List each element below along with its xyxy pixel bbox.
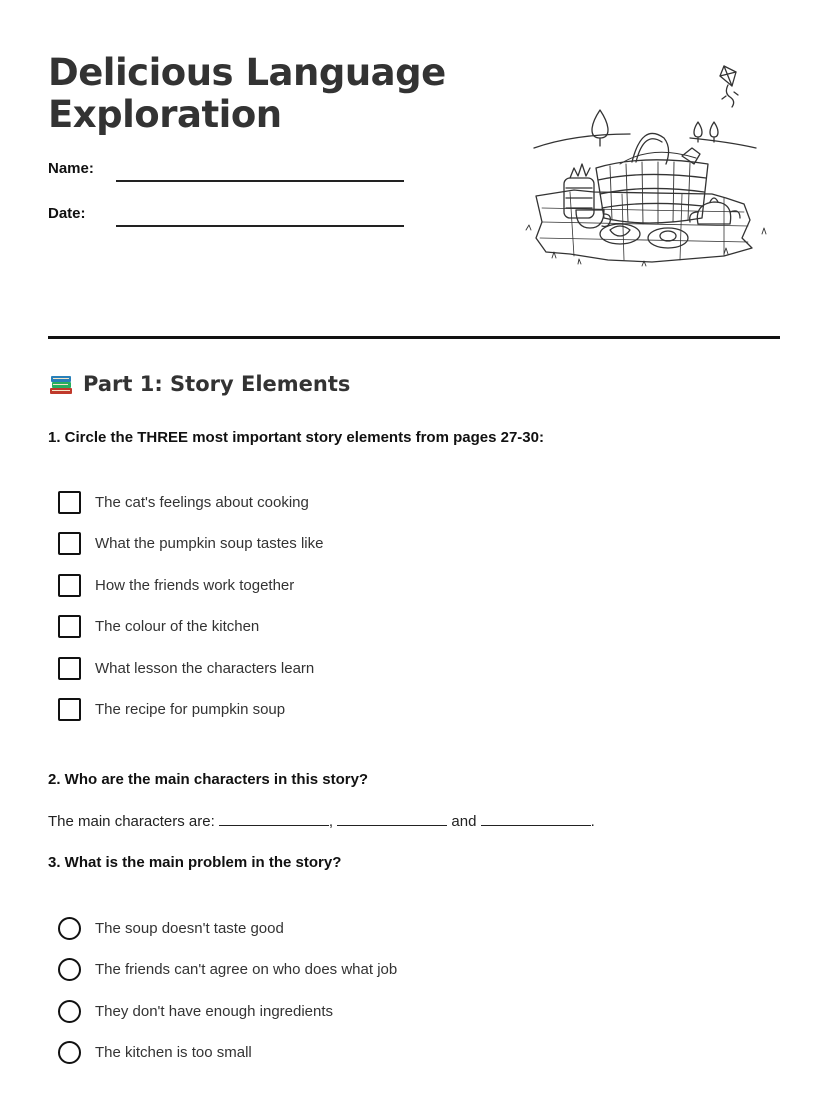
checkbox[interactable] bbox=[58, 615, 81, 638]
option-label: They don't have enough ingredients bbox=[95, 1003, 334, 1020]
q1-option-3[interactable] bbox=[58, 574, 294, 597]
sentence-end: . bbox=[590, 813, 595, 830]
picnic-basket-illustration bbox=[512, 52, 782, 320]
separator: and bbox=[447, 813, 481, 830]
character-blank-3[interactable] bbox=[481, 811, 591, 826]
checkbox[interactable] bbox=[58, 574, 81, 597]
title-line-1: Delicious Language bbox=[48, 51, 446, 94]
character-blank-1[interactable] bbox=[219, 811, 329, 826]
tree-icon bbox=[592, 110, 718, 146]
q1-option-2[interactable] bbox=[58, 532, 323, 555]
date-label: Date: bbox=[48, 205, 86, 222]
books-icon bbox=[48, 372, 74, 396]
q1-option-5[interactable] bbox=[58, 657, 314, 680]
cup-icon bbox=[576, 210, 610, 228]
checkbox[interactable] bbox=[58, 698, 81, 721]
date-field[interactable] bbox=[116, 225, 404, 227]
name-label: Name: bbox=[48, 160, 94, 177]
section-divider bbox=[48, 336, 780, 339]
option-label: The friends can't agree on who does what job bbox=[95, 961, 398, 978]
option-label: What the pumpkin soup tastes like bbox=[95, 535, 324, 552]
separator: , bbox=[328, 813, 338, 830]
q3-option-4[interactable] bbox=[58, 1041, 252, 1064]
part1-title: Part 1: Story Elements bbox=[83, 372, 351, 396]
q3-option-1[interactable] bbox=[58, 917, 284, 940]
radio-button[interactable] bbox=[58, 1000, 81, 1023]
checkbox[interactable] bbox=[58, 491, 81, 514]
name-field[interactable] bbox=[116, 180, 404, 182]
q1-option-1[interactable] bbox=[58, 491, 309, 514]
checkbox[interactable] bbox=[58, 532, 81, 555]
option-label: What lesson the characters learn bbox=[95, 660, 315, 677]
radio-button[interactable] bbox=[58, 917, 81, 940]
worksheet-title bbox=[48, 52, 446, 136]
radio-button[interactable] bbox=[58, 958, 81, 981]
q3-option-2[interactable] bbox=[58, 958, 397, 981]
option-label: The soup doesn't taste good bbox=[95, 920, 284, 937]
option-label: The recipe for pumpkin soup bbox=[95, 701, 286, 718]
picnic-blanket bbox=[536, 190, 752, 262]
character-blank-2[interactable] bbox=[337, 811, 447, 826]
part1-heading bbox=[48, 372, 350, 396]
characters-lead: The main characters are: bbox=[48, 813, 219, 830]
option-label: The kitchen is too small bbox=[95, 1044, 252, 1061]
kite-icon bbox=[720, 66, 738, 107]
option-label: How the friends work together bbox=[95, 577, 295, 594]
question-2: 2. Who are the main characters in this story? bbox=[48, 771, 369, 788]
q1-option-6[interactable] bbox=[58, 698, 285, 721]
q1-option-4[interactable] bbox=[58, 615, 259, 638]
title-line-2: Exploration bbox=[48, 93, 282, 136]
question-1: 1. Circle the THREE most important story elements from pages 27-30: bbox=[48, 429, 544, 446]
characters-sentence bbox=[48, 811, 595, 830]
plate-icon bbox=[600, 224, 688, 248]
radio-button[interactable] bbox=[58, 1041, 81, 1064]
option-label: The cat's feelings about cooking bbox=[95, 494, 309, 511]
question-3: 3. What is the main problem in the story? bbox=[48, 854, 342, 871]
q3-option-3[interactable] bbox=[58, 1000, 333, 1023]
option-label: The colour of the kitchen bbox=[95, 618, 260, 635]
checkbox[interactable] bbox=[58, 657, 81, 680]
